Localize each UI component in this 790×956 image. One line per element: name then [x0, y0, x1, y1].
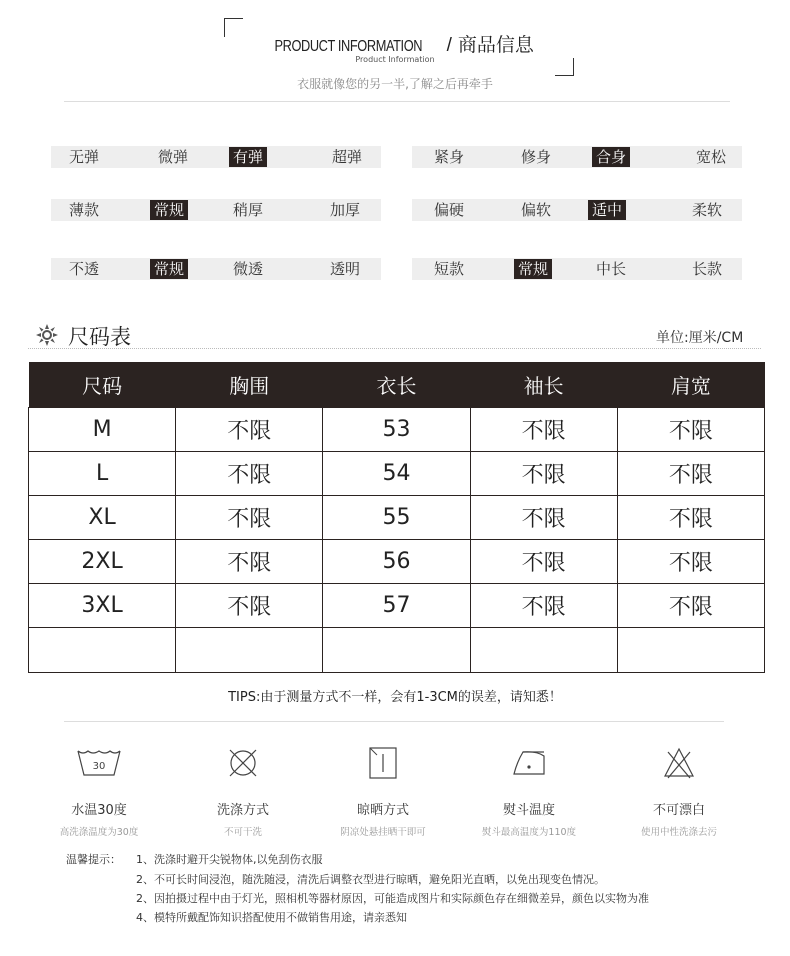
table-cell: 不限 — [176, 540, 323, 584]
care-item-dry — [308, 741, 458, 838]
table-cell — [176, 628, 323, 673]
table-cell: 53 — [323, 408, 470, 452]
no-bleach-icon — [662, 746, 696, 780]
table-header-sleeve: 袖长 — [470, 362, 617, 408]
attr-row-thickness — [51, 199, 381, 221]
table-row — [29, 540, 765, 584]
table-cell: 2XL — [29, 540, 176, 584]
table-row-empty — [29, 628, 765, 673]
table-header-row — [29, 362, 765, 408]
table-header-length: 衣长 — [323, 362, 470, 408]
attr-option: 宽松 — [696, 148, 727, 166]
care-name: 熨斗温度 — [502, 803, 555, 818]
slogan: 衣服就像您的另一半,了解之后再牵手 — [297, 77, 493, 91]
care-item-wash — [24, 741, 174, 838]
table-cell: 不限 — [617, 496, 764, 540]
attr-option: 微透 — [233, 260, 264, 278]
table-cell: 不限 — [470, 496, 617, 540]
table-cell — [323, 628, 470, 673]
table-cell — [617, 628, 764, 673]
table-cell: 不限 — [470, 452, 617, 496]
table-row — [29, 452, 765, 496]
attr-option: 紧身 — [434, 148, 465, 166]
attr-option: 偏软 — [521, 201, 552, 219]
care-name: 水温30度 — [71, 803, 127, 818]
attr-option: 薄款 — [69, 201, 100, 219]
care-desc: 熨斗最高温度为110度 — [481, 827, 577, 838]
wash-30-icon — [75, 747, 123, 779]
care-item-bleach — [604, 741, 754, 838]
table-cell: 不限 — [617, 452, 764, 496]
attr-option: 稍厚 — [233, 201, 264, 219]
attr-row-transparency — [51, 258, 381, 280]
table-header-size: 尺码 — [29, 362, 176, 408]
attr-option-selected: 适中 — [588, 200, 626, 220]
attr-option-selected: 有弹 — [229, 147, 267, 167]
unit-label: 单位:厘米/CM — [656, 330, 744, 346]
table-cell: 不限 — [470, 584, 617, 628]
size-chart-title: 尺码表 — [68, 325, 131, 349]
care-name: 洗涤方式 — [216, 803, 269, 818]
tips-text: TIPS:由于测量方式不一样，会有1-3CM的误差，请知悉！ — [228, 690, 562, 705]
table-row — [29, 584, 765, 628]
title-separator: / — [446, 35, 452, 56]
attr-option: 修身 — [521, 148, 552, 166]
attr-option: 加厚 — [330, 201, 361, 219]
table-cell: 3XL — [29, 584, 176, 628]
table-cell: 55 — [323, 496, 470, 540]
attr-option: 无弹 — [69, 148, 100, 166]
table-row — [29, 408, 765, 452]
table-cell: 不限 — [617, 540, 764, 584]
note-item: 2、不可长时间浸泡，随洗随浸，清洗后调整衣型进行晾晒，避免阳光直晒，以免出现变色情况。 — [136, 873, 605, 886]
attr-option-selected: 合身 — [592, 147, 630, 167]
subtitle-en: Product Information — [355, 55, 435, 64]
size-table — [28, 362, 765, 673]
notes-label: 温馨提示： — [66, 853, 121, 866]
table-cell: 56 — [323, 540, 470, 584]
note-item: 1、洗涤时避开尖锐物体,以免刮伤衣服 — [136, 853, 323, 866]
note-item: 2、因拍摄过程中由于灯光，照相机等器材原因，可能造成图片和实际颜色存在细微差异，颜色以实物为准 — [136, 892, 649, 905]
attr-option: 透明 — [330, 260, 361, 278]
attr-option-selected: 常规 — [150, 259, 188, 279]
attr-option-selected: 常规 — [514, 259, 552, 279]
table-cell: L — [29, 452, 176, 496]
table-cell: 54 — [323, 452, 470, 496]
table-cell: 不限 — [176, 452, 323, 496]
divider — [64, 721, 724, 722]
wash-temp-text: 30 — [92, 761, 106, 772]
table-header-chest: 胸围 — [176, 362, 323, 408]
title-cn: 商品信息 — [457, 35, 534, 56]
care-name: 不可漂白 — [652, 803, 705, 818]
table-cell — [29, 628, 176, 673]
attr-option: 柔软 — [692, 201, 723, 219]
title-en: PRODUCT INFORMATION — [274, 38, 423, 55]
attr-option: 中长 — [596, 260, 627, 278]
table-cell: 不限 — [176, 584, 323, 628]
care-desc: 阴凉处悬挂晒干即可 — [340, 827, 426, 838]
table-cell: 不限 — [470, 540, 617, 584]
attr-option: 短款 — [434, 260, 465, 278]
table-cell: 不限 — [176, 408, 323, 452]
attr-row-length — [412, 258, 742, 280]
line-dry-shade-icon — [368, 746, 398, 780]
attr-row-softness — [412, 199, 742, 221]
table-cell: XL — [29, 496, 176, 540]
care-desc: 使用中性洗涤去污 — [640, 827, 717, 838]
sun-icon — [36, 324, 58, 346]
attr-option-selected: 常规 — [150, 200, 188, 220]
attr-option: 微弹 — [158, 148, 189, 166]
table-cell: 不限 — [617, 584, 764, 628]
attr-option: 偏硬 — [434, 201, 465, 219]
table-row — [29, 496, 765, 540]
attr-row-fit — [412, 146, 742, 168]
table-cell: 不限 — [470, 408, 617, 452]
table-cell: 57 — [323, 584, 470, 628]
table-cell — [470, 628, 617, 673]
attr-option: 长款 — [692, 260, 723, 278]
attr-row-elasticity — [51, 146, 381, 168]
table-cell: 不限 — [176, 496, 323, 540]
care-desc: 不可干洗 — [223, 827, 262, 838]
dotted-divider — [28, 348, 761, 349]
attr-option: 超弹 — [332, 148, 363, 166]
care-item-iron — [454, 741, 604, 838]
care-name: 晾晒方式 — [356, 803, 409, 818]
iron-low-icon — [509, 748, 549, 778]
divider — [64, 101, 730, 102]
table-cell: 不限 — [617, 408, 764, 452]
care-desc: 高洗涤温度为30度 — [59, 827, 139, 838]
table-header-shoulder: 肩宽 — [617, 362, 764, 408]
attr-option: 不透 — [69, 260, 100, 278]
page-title — [0, 30, 790, 57]
care-item-dryclean — [168, 741, 318, 838]
table-cell: M — [29, 408, 176, 452]
note-item: 4、模特所戴配饰知识搭配使用不做销售用途，请亲悉知 — [136, 911, 407, 924]
no-dry-clean-icon — [226, 746, 260, 780]
